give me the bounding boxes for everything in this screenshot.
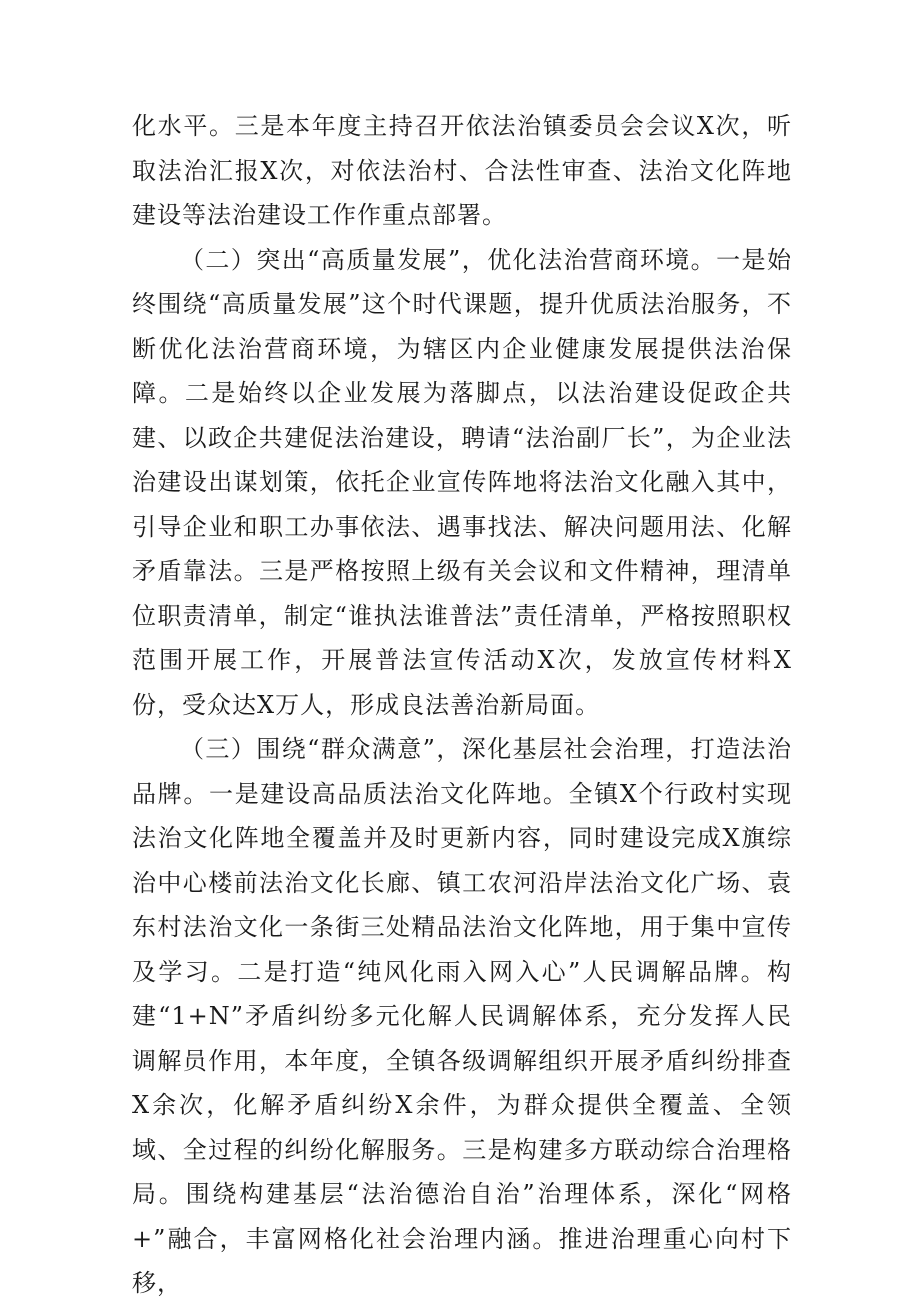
paragraph-section-2: （二）突出“高质量发展”，优化法治营商环境。一是始终围绕“高质量发展”这个时代课题，提升优质法治服务，不断优化法治营商环境，为辖区内企业健康发展提供法治保障。二是始终以企业发展为落脚点，以法治建设促政企共建、以政企共建促法治建设，聘请“法治副厂长”，为企业法治建设出谋划策，依托企业宣传阵地将法治文化融入其中，引导企业和职工办事依法、遇事找法、解决问题用法、化解矛盾靠法。三是严格按照上级有关会议和文件精神，理清单位职责清单，制定“谁执法谁普法”责任清单，严格按照职权范围开展工作，开展普法宣传活动X次，发放宣传材料X份，受众达X万人，形成良法善治新局面。	[132, 245, 792, 719]
paragraph-section-3: （三）围绕“群众满意”，深化基层社会治理，打造法治品牌。一是建设高品质法治文化阵地。全镇X个行政村实现法治文化阵地全覆盖并及时更新内容，同时建设完成X旗综治中心楼前法治文化长廊、镇工农河沿岸法治文化广场、袁东村法治文化一条街三处精品法治文化阵地，用于集中宣传及学习。二是打造“纯风化雨入网入心”人民调解品牌。构建“1+N”矛盾纠纷多元化解人民调解体系，充分发挥人民调解员作用，本年度，全镇各级调解组织开展矛盾纠纷排查X余次，化解矛盾纠纷X余件，为群众提供全覆盖、全领域、全过程的纠纷化解服务。三是构建多方联动综合治理格局。围绕构建基层“法治德治自治”治理体系，深化“网格+”融合，丰富网格化社会治理内涵。推进治理重心向村下移，	[132, 735, 792, 1297]
document-body	[132, 104, 792, 1306]
paragraph-continuation: 化水平。三是本年度主持召开依法治镇委员会会议X次，听取法治汇报X次，对依法治村、合法性审查、法治文化阵地建设等法治建设工作作重点部署。	[132, 112, 792, 229]
